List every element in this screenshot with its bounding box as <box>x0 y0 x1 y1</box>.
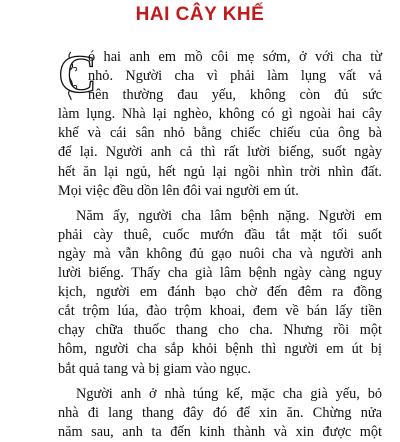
text-line: cắt trộm lúa, đào trộm khoai, đem về bán lấy tiền <box>58 303 382 320</box>
text-line: ó hai anh em mồ côi mẹ sớm, ở với cha từ <box>88 49 382 65</box>
story-title: HAI CÂY KHẾ <box>135 4 265 25</box>
text-line: nhà đi lang thang đây đó để xin ăn. Chừng nửa <box>58 404 382 421</box>
text-line: Mọi việc đều dồn lên đôi vai người em út. <box>58 182 299 199</box>
text-line: chạy chữa thuốc thang cho cha. Nhưng rồi một <box>58 322 382 339</box>
text-line: ngày mà vẫn không đủ gạo nuôi cha và người anh <box>58 245 382 262</box>
text-line: năm sau, anh ta đến kinh thành và xin được một <box>58 423 382 440</box>
text-line: bắt quả tang và bị giam vào ngục. <box>58 360 251 377</box>
drop-cap-letter: C <box>58 44 97 104</box>
text-line: kịch, người em đánh bạo chờ đến đêm ra đồng <box>58 284 382 301</box>
text-line: nên thường đau yếu, không còn đủ sức <box>88 87 382 104</box>
text-line: để lại. Người anh cả thì rất lười biếng, suốt ngày <box>58 144 382 161</box>
text-line: hôm, người cha sắp khỏi bệnh thì người em út bị <box>58 341 382 358</box>
text-line: Người anh ở nhà túng kế, mặc cha già yếu, bỏ <box>76 385 382 402</box>
text-line: phải cày thuê, cuốc mướn đầu tắt mặt tối suốt <box>58 226 382 243</box>
story-text <box>58 44 382 442</box>
text-line: lười biếng. Thấy cha già lâm bệnh ngày càng nguy <box>58 265 382 282</box>
text-line: Năm ấy, người cha lâm bệnh nặng. Người em <box>76 207 382 224</box>
text-line: khế và cái sân nhỏ bằng chiếc chiếu của ông bà <box>58 125 382 142</box>
text-line: hết ăn lại ngủ, hết ngủ lại ngồi nhìn trời nhìn đất. <box>58 163 382 180</box>
text-line: làm lụng. Nhà lại nghèo, không có gì ngoài hai cây <box>58 106 382 123</box>
text-line: nhỏ. Người cha vì phải làm lụng vất vả <box>88 68 382 85</box>
